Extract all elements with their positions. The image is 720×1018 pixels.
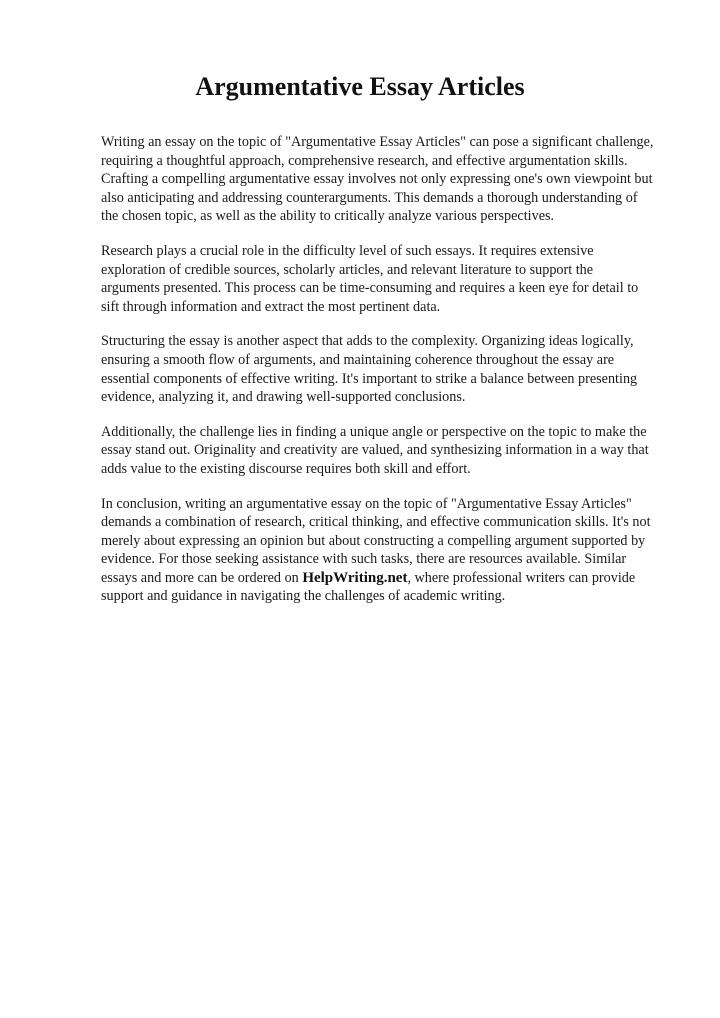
text-line: Additionally, the challenge lies in finding a unique angle or perspective on the topic to make the (101, 423, 647, 440)
text-line: exploration of credible sources, scholarly articles, and relevant literature to support the (101, 261, 594, 278)
text-line: also anticipating and addressing counterarguments. This demands a thorough understanding of (101, 189, 638, 206)
text-line: Structuring the essay is another aspect that adds to the complexity. Organizing ideas logically, (101, 333, 634, 350)
text-line: ensuring a smooth flow of arguments, and maintaining coherence throughout the essay are (101, 351, 615, 368)
text-line: evidence. For those seeking assistance with such tasks, there are resources available. Similar (101, 551, 627, 568)
paragraph-4 (101, 423, 649, 479)
text-line: support and guidance in navigating the challenges of academic writing. (101, 588, 506, 605)
text-line: merely about expressing an opinion but about constructing a compelling argument supported by (101, 532, 646, 549)
text-line: Writing an essay on the topic of "Argumentative Essay Articles" can pose a significant challenge, (101, 134, 654, 150)
text-line: essay stand out. Originality and creativity are valued, and synthesizing information in a way that (101, 442, 649, 459)
helpwriting-link[interactable]: HelpWriting.net (302, 569, 408, 586)
text-line: essential components of effective writing. It's important to strike a balance between presenting (101, 370, 638, 387)
document-body (101, 133, 654, 622)
text-segment: essays and more can be ordered on (101, 569, 303, 586)
page-title: Argumentative Essay Articles (195, 72, 525, 101)
text-line: adds value to the existing discourse requires both skill and effort. (101, 460, 471, 477)
text-line-with-link (101, 569, 636, 588)
text-line: arguments presented. This process can be time-consuming and requires a keen eye for detail to (101, 280, 639, 297)
text-line: sift through information and extract the most pertinent data. (101, 298, 441, 315)
text-line: Research plays a crucial role in the difficulty level of such essays. It requires extensive (101, 242, 594, 259)
text-line: Crafting a compelling argumentative essay involves not only expressing one's own viewpoint but (101, 171, 653, 188)
text-line: evidence, analyzing it, and drawing well-supported conclusions. (101, 389, 466, 406)
text-line: In conclusion, writing an argumentative essay on the topic of "Argumentative Essay Articles" (101, 495, 632, 512)
text-line: the chosen topic, as well as the ability to critically analyze various perspectives. (101, 208, 555, 225)
text-line: demands a combination of research, critical thinking, and effective communication skills. It's not (101, 514, 651, 531)
text-segment: , where professional writers can provide (407, 569, 636, 586)
paragraph-2 (101, 242, 639, 316)
text-line: requiring a thoughtful approach, comprehensive research, and effective argumentation skills. (101, 152, 628, 169)
paragraph-1 (101, 133, 654, 226)
paragraph-3 (101, 332, 638, 406)
paragraph-5 (101, 495, 651, 607)
